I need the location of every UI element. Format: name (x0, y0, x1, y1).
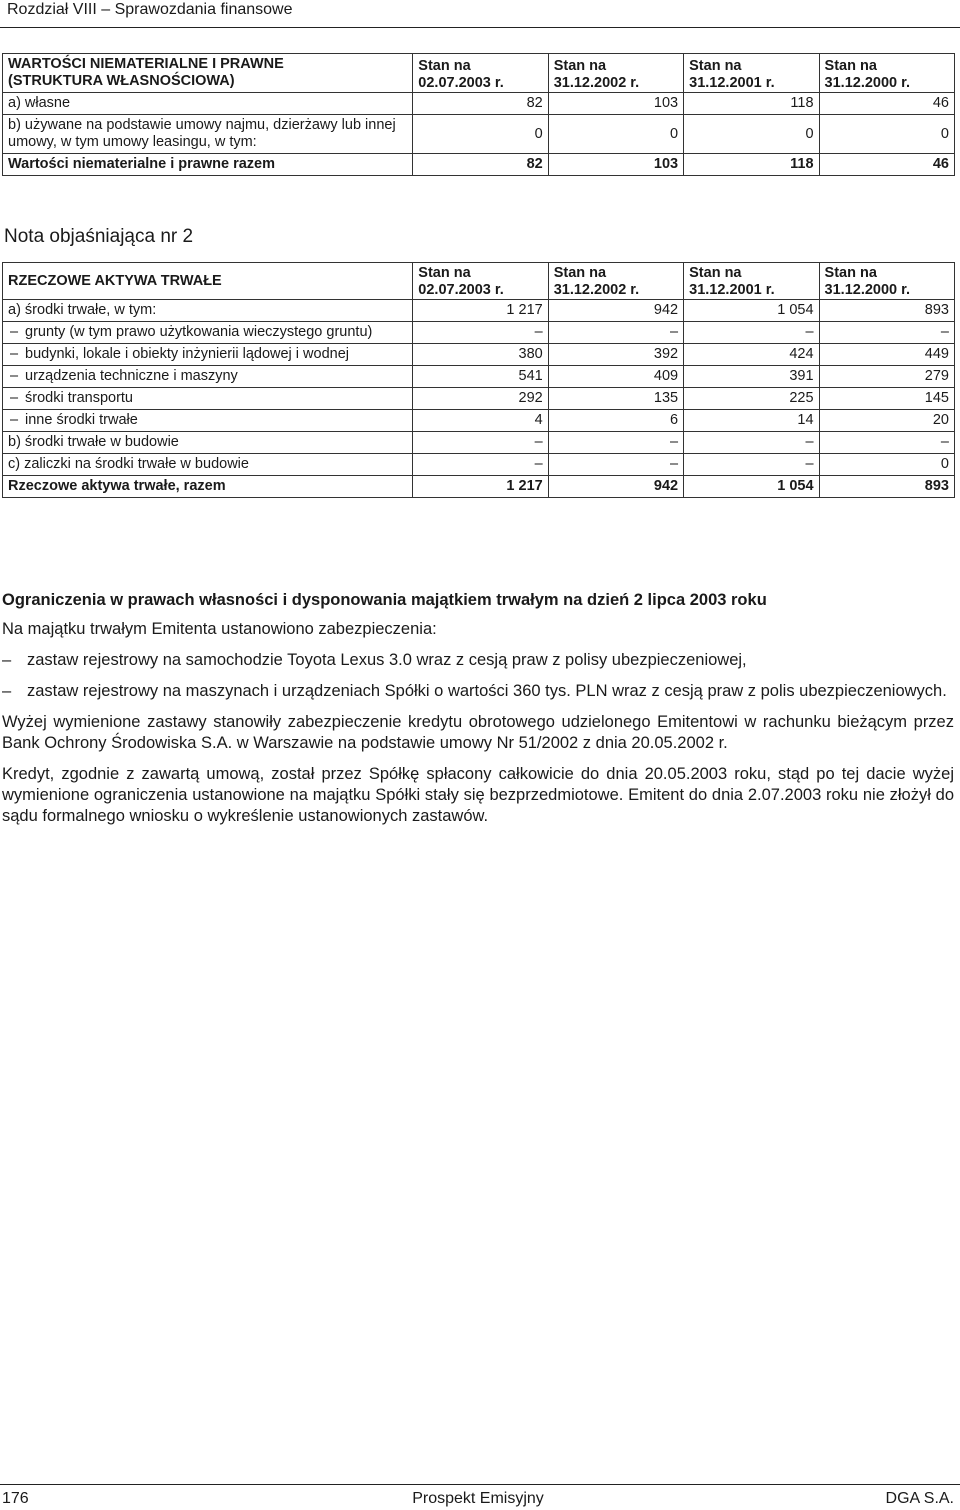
table-header-row (3, 54, 955, 93)
row-label: b) środki trwałe w budowie (3, 432, 413, 454)
cell-value: 103 (548, 93, 683, 115)
cell-value: – (684, 322, 819, 344)
footer-company: DGA S.A. (885, 1490, 954, 1507)
cell-value: – (819, 432, 954, 454)
cell-value: 1 217 (413, 300, 548, 322)
column-header: Stan na 02.07.2003 r. (413, 263, 548, 300)
cell-value: 82 (413, 154, 548, 176)
table-row (3, 93, 955, 115)
table-total-row (3, 476, 955, 498)
table-row (3, 454, 955, 476)
cell-value: 6 (548, 410, 683, 432)
cell-value: – (548, 432, 683, 454)
cell-value: 424 (684, 344, 819, 366)
cell-value: 380 (413, 344, 548, 366)
header-divider (0, 27, 960, 28)
cell-value: 135 (548, 388, 683, 410)
table-row (3, 344, 955, 366)
table-row (3, 366, 955, 388)
page-number: 176 (2, 1490, 29, 1507)
row-label: a) środki trwałe, w tym: (3, 300, 413, 322)
table-row (3, 322, 955, 344)
row-label: – budynki, lokale i obiekty inżynierii lądowej i wodnej (3, 344, 413, 366)
cell-value: 1 054 (684, 300, 819, 322)
cell-value: 449 (819, 344, 954, 366)
cell-value: – (548, 454, 683, 476)
cell-value: 942 (548, 476, 683, 498)
row-label: Rzeczowe aktywa trwałe, razem (3, 476, 413, 498)
cell-value: – (548, 322, 683, 344)
cell-value: 942 (548, 300, 683, 322)
cell-value: 118 (684, 154, 819, 176)
cell-value: 541 (413, 366, 548, 388)
cell-value: 392 (548, 344, 683, 366)
cell-value: – (413, 322, 548, 344)
table-heading: RZECZOWE AKTYWA TRWAŁE (3, 263, 413, 300)
paragraph: Wyżej wymienione zastawy stanowiły zabezpieczenie kredytu obrotowego udzielonego Emitentowi w rachunku bieżącym przez Bank Ochrony Środowiska S.A. w Warszawie na podstawie umowy Nr 51/2002 z dnia 20.05.2002 r. (2, 713, 954, 752)
cell-value: – (819, 322, 954, 344)
table-row (3, 432, 955, 454)
cell-value: 391 (684, 366, 819, 388)
footer-title: Prospekt Emisyjny (412, 1490, 544, 1507)
cell-value: 118 (684, 93, 819, 115)
row-label: a) własne (3, 93, 413, 115)
row-label: – inne środki trwałe (3, 410, 413, 432)
cell-value: 0 (819, 454, 954, 476)
cell-value: – (413, 432, 548, 454)
intangibles-table (2, 53, 955, 176)
section-heading: Ograniczenia w prawach własności i dysponowania majątkiem trwałym na dzień 2 lipca 2003 roku (2, 591, 767, 609)
cell-value: 225 (684, 388, 819, 410)
row-label: c) zaliczki na środki trwałe w budowie (3, 454, 413, 476)
table-row (3, 388, 955, 410)
cell-value: 0 (413, 115, 548, 154)
note-title: Nota objaśniająca nr 2 (4, 226, 194, 247)
pledge-list (2, 650, 954, 702)
row-label: Wartości niematerialne i prawne razem (3, 154, 413, 176)
column-header: Stan na 02.07.2003 r. (413, 54, 548, 93)
cell-value: 893 (819, 476, 954, 498)
row-label: b) używane na podstawie umowy najmu, dzierżawy lub innej umowy, w tym umowy leasingu, w tym: (3, 115, 413, 154)
cell-value: 82 (413, 93, 548, 115)
table-heading-line: (STRUKTURA WŁASNOŚCIOWA) (8, 73, 235, 89)
fixed-assets-table (2, 262, 955, 498)
cell-value: 46 (819, 154, 954, 176)
row-label: – środki transportu (3, 388, 413, 410)
body-text (2, 590, 954, 837)
column-header: Stan na 31.12.2000 r. (819, 263, 954, 300)
column-header: Stan na 31.12.2002 r. (548, 54, 683, 93)
cell-value: – (684, 454, 819, 476)
table-row (3, 115, 955, 154)
cell-value: 20 (819, 410, 954, 432)
list-item: – zastaw rejestrowy na samochodzie Toyota Lexus 3.0 wraz z cesją praw z polisy ubezpieczeniowej, (2, 650, 954, 671)
intro-paragraph: Na majątku trwałym Emitenta ustanowiono zabezpieczenia: (2, 620, 437, 638)
column-header: Stan na 31.12.2001 r. (684, 54, 819, 93)
cell-value: 0 (819, 115, 954, 154)
cell-value: 0 (548, 115, 683, 154)
cell-value: – (413, 454, 548, 476)
cell-value: 279 (819, 366, 954, 388)
paragraph: Kredyt, zgodnie z zawartą umową, został przez Spółkę spłacony całkowicie do dnia 20.05.2003 roku, stąd po tej dacie wyżej wymienione ograniczenia ustanowione na majątku Spółki stały się bezprzedmiotowe. Emitent do dnia 2.07.2003 roku nie złożył do sądu formalnego wniosku o wykreślenie ustanowionych zastawów. (2, 765, 954, 825)
cell-value: 4 (413, 410, 548, 432)
row-label: – grunty (w tym prawo użytkowania wieczystego gruntu) (3, 322, 413, 344)
table-row (3, 300, 955, 322)
column-header: Stan na 31.12.2000 r. (819, 54, 954, 93)
table-total-row (3, 154, 955, 176)
cell-value: 14 (684, 410, 819, 432)
cell-value: 1 054 (684, 476, 819, 498)
cell-value: 292 (413, 388, 548, 410)
cell-value: – (684, 432, 819, 454)
cell-value: 46 (819, 93, 954, 115)
row-label: – urządzenia techniczne i maszyny (3, 366, 413, 388)
cell-value: 103 (548, 154, 683, 176)
cell-value: 0 (684, 115, 819, 154)
table-heading (3, 54, 413, 93)
cell-value: 409 (548, 366, 683, 388)
table-row (3, 410, 955, 432)
list-item: – zastaw rejestrowy na maszynach i urządzeniach Spółki o wartości 360 tys. PLN wraz z cesją praw z polis ubezpieczeniowych. (2, 681, 954, 702)
table-heading-line: WARTOŚCI NIEMATERIALNE I PRAWNE (8, 56, 284, 72)
cell-value: 893 (819, 300, 954, 322)
table-header-row (3, 263, 955, 300)
page-header (7, 0, 953, 24)
column-header: Stan na 31.12.2002 r. (548, 263, 683, 300)
section-title: Rozdział VIII – Sprawozdania finansowe (7, 1, 293, 18)
footer-divider (0, 1484, 960, 1485)
column-header: Stan na 31.12.2001 r. (684, 263, 819, 300)
cell-value: 1 217 (413, 476, 548, 498)
cell-value: 145 (819, 388, 954, 410)
